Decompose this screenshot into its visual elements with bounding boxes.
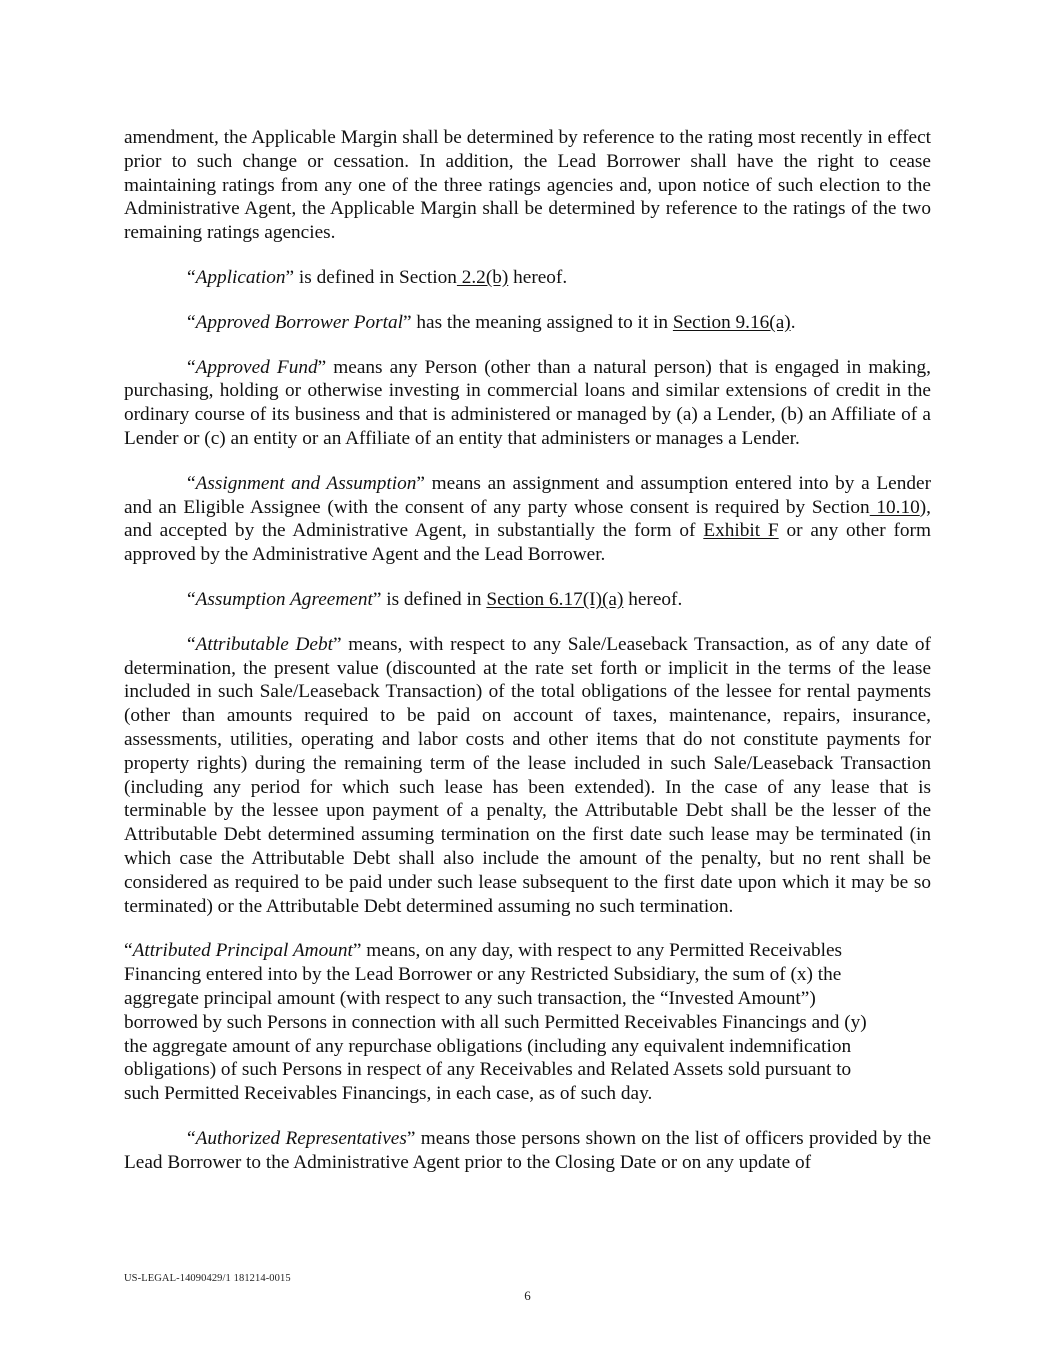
defined-term: Assignment and Assumption — [195, 472, 417, 494]
exhibit-reference-link[interactable]: Exhibit F — [703, 520, 779, 542]
defined-term: Approved Fund — [195, 356, 318, 378]
definition-approved-fund: “Approved Fund” means any Person (other than a natural person) that is engaged in making, purchasing, holding or otherwise investing in commercial loans and similar extensions of credit in the ordinary course of its business and that is administered or managed by (a) a Lender, (b) an Affiliate of a Lender or (c) an entity or an Affiliate of an entity that administers or manages a Lender. — [124, 356, 931, 449]
definition-authorized-representatives: “Authorized Representatives” means those persons shown on the list of officers provided by the Lead Borrower to the Administrative Agent prior to the Closing Date or on any update of — [124, 1127, 931, 1173]
definition-attributed-principal-amount: “Attributed Principal Amount” means, on any day, with respect to any Permitted Receivables Financing entered into by the Lead Borrower or any Restricted Subsidiary, the sum of (x) the aggregate principal amount (with respect to any such transaction, the “Invested Amount”) borrowed by such Persons in connection with all such Permitted Receivables Financings and (y) the aggregate amount of any repurchase obligations (including any equivalent indemnification obligations) of such Persons in respect of any Receivables and Related Assets sold pursuant to such Permitted Receivables Financings, in each case, as of such day. — [124, 940, 867, 1105]
section-reference-link[interactable]: 2.2(b) — [456, 266, 509, 288]
page-number: 6 — [524, 1288, 531, 1303]
section-reference-link[interactable]: Section 9.16(a) — [672, 311, 791, 333]
defined-term: Authorized Representatives — [195, 1127, 407, 1149]
defined-term: Attributed Principal Amount — [132, 940, 353, 962]
definition-approved-borrower-portal: “Approved Borrower Portal” has the meaning assigned to it in Section 9.16(a). — [187, 311, 796, 333]
defined-term: Application — [195, 266, 286, 288]
definition-attributable-debt: “Attributable Debt” means, with respect to any Sale/Leaseback Transaction, as of any date of determination, the present value (discounted at the rate set forth or implicit in the terms of the lease included in such Sale/Leaseback Transaction) of the total obligations of the lessee for rental payments (other than amounts required to be paid on account of taxes, maintenance, repairs, insurance, assessments, utilities, operating and labor costs and other items that do not constitute payments for property rights) during the remaining term of the lease included in such Sale/Leaseback Transaction (including any period for which such lease has been extended). In the case of any lease that is terminable by the lessee upon payment of a penalty, the Attributable Debt shall be the lesser of the Attributable Debt determined assuming termination on the first date such lease may be terminated (in which case the Attributable Debt shall also include the amount of the penalty, but no rent shall be considered as required to be paid under such lease subsequent to the first date upon which it may be so terminated) or the Attributable Debt determined assuming no such termination. — [124, 633, 931, 917]
page-body — [124, 126, 931, 1174]
section-reference-link[interactable]: 10.10 — [869, 496, 920, 518]
defined-term: Assumption Agreement — [195, 588, 373, 610]
section-reference-link[interactable]: Section 6.17(I)(a) — [486, 588, 624, 610]
defined-term: Approved Borrower Portal — [195, 311, 403, 333]
document-id-footer: US-LEGAL-14090429/1 181214-0015 — [124, 1273, 291, 1284]
defined-term: Attributable Debt — [195, 633, 333, 655]
continuation-paragraph: amendment, the Applicable Margin shall be determined by reference to the rating most recently in effect prior to such change or cessation. In addition, the Lead Borrower shall have the right to cease maintaining ratings from any one of the three ratings agencies and, upon notice of such election to the Administrative Agent, the Applicable Margin shall be determined by reference to the ratings of the two remaining ratings agencies. — [124, 127, 931, 244]
definition-assumption-agreement: “Assumption Agreement” is defined in Section 6.17(I)(a) hereof. — [187, 588, 683, 610]
definition-assignment-and-assumption: “Assignment and Assumption” means an assignment and assumption entered into by a Lender and an Eligible Assignee (with the consent of any party whose consent is required by Section 10.10), and accepted by the Administrative Agent, in substantially the form of Exhibit F or any other form approved by the Administrative Agent and the Lead Borrower. — [124, 472, 931, 566]
definition-application: “Application” is defined in Section 2.2(b) hereof. — [187, 266, 568, 288]
